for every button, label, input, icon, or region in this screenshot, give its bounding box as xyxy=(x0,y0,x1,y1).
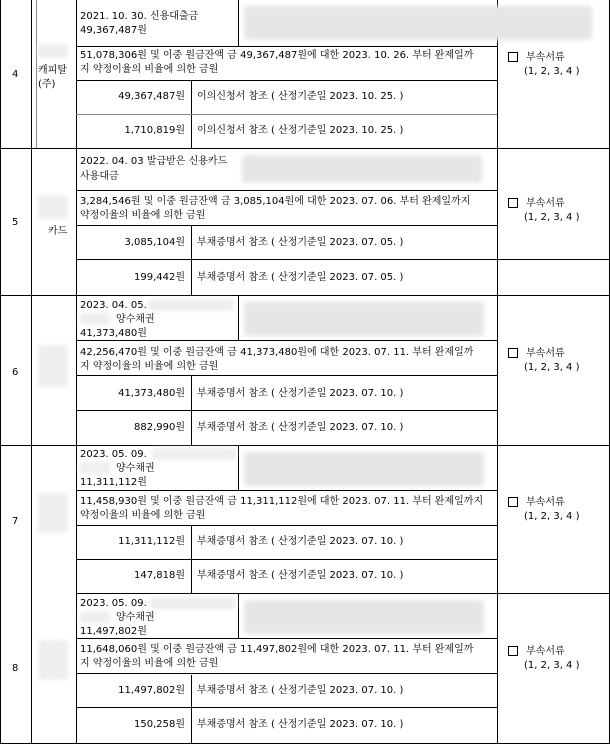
claim-note: 부채증명서 참조 ( 산정기준일 2023. 07. 05. ) xyxy=(197,272,404,283)
claim-date-type: 2023. 05. 09. xyxy=(80,598,147,609)
claim-detail-line: 42,256,470원 및 이중 원금잔액 금 41,373,480원에 대한 2023. 07. 11. 부터 완제일까 xyxy=(80,347,474,358)
claim-detail-line: 약정이율의 비율에 의한 금원 xyxy=(80,510,206,521)
attachment-label: 부속서류 xyxy=(526,52,565,63)
claim-principal: 49,367,487원 xyxy=(80,25,147,36)
attachment-checkbox[interactable] xyxy=(508,497,518,507)
row-number: 6 xyxy=(12,367,19,378)
claim-amount: 147,818원 xyxy=(133,570,185,581)
claim-note: 부채증명서 참조 ( 산정기준일 2023. 07. 05. ) xyxy=(197,237,404,248)
claim-note: 이의신청서 참조 ( 산정기준일 2023. 10. 25. ) xyxy=(197,125,404,136)
claim-detail-line: 약정이율의 비율에 의한 금원 xyxy=(80,210,206,221)
redacted-info xyxy=(244,302,484,336)
claim-date-type: 양수채권 xyxy=(116,612,155,623)
redacted-info xyxy=(80,462,110,474)
claim-note: 부채증명서 참조 ( 산정기준일 2023. 07. 10. ) xyxy=(197,570,404,581)
row-7-sub-line xyxy=(76,593,610,594)
row-8-sub-line xyxy=(76,673,497,674)
claim-detail-line: 11,648,060원 및 이중 원금잔액 금 11,497,802원에 대한 2023. 07. 11. 부터 완제일까 xyxy=(80,644,474,655)
row-4-sub-line xyxy=(76,80,497,81)
claim-date-type: 사용대금 xyxy=(80,171,119,182)
redacted-creditor xyxy=(38,44,68,58)
claim-note: 부채증명서 참조 ( 산정기준일 2023. 07. 10. ) xyxy=(197,685,404,696)
col-divider-attach xyxy=(497,0,498,744)
claim-detail-line: 지 약정이율의 비율에 의한 금원 xyxy=(80,64,219,75)
col-divider-no xyxy=(31,0,32,744)
redacted-info xyxy=(148,299,234,311)
date-col-divider xyxy=(238,594,239,638)
redacted-info xyxy=(80,313,110,325)
date-col-divider xyxy=(238,0,239,46)
row-5-sub-line xyxy=(76,225,497,226)
claim-detail-line: 51,078,306원 및 이중 원금잔액 금 49,367,487원에 대한 2023. 10. 26. 부터 완제일까 xyxy=(80,50,474,61)
claim-note: 부채증명서 참조 ( 산정기준일 2023. 07. 10. ) xyxy=(197,422,404,433)
claim-principal: 11,311,112원 xyxy=(80,477,147,488)
claim-detail-line: 지 약정이율의 비율에 의한 금원 xyxy=(80,658,219,669)
redacted-info xyxy=(152,448,236,460)
claim-amount: 11,311,112원 xyxy=(118,536,185,547)
attachment-checkbox[interactable] xyxy=(508,198,518,208)
claim-date-type: 양수채권 xyxy=(116,463,155,474)
claim-note: 이의신청서 참조 ( 산정기준일 2023. 10. 25. ) xyxy=(197,91,404,102)
redacted-info xyxy=(244,452,484,486)
claim-amount: 3,085,104원 xyxy=(124,237,185,248)
attachment-label: 부속서류 xyxy=(526,497,565,508)
claim-principal: 11,497,802원 xyxy=(80,626,147,637)
attachment-checkbox[interactable] xyxy=(508,646,518,656)
redacted-creditor xyxy=(38,640,68,680)
amount-col-divider xyxy=(191,225,192,295)
claim-amount: 882,990원 xyxy=(133,422,185,433)
redacted-creditor xyxy=(38,345,68,387)
row-separator xyxy=(0,148,610,149)
claim-note: 부채증명서 참조 ( 산정기준일 2023. 07. 10. ) xyxy=(197,719,404,730)
row-7-sub-line xyxy=(76,490,497,491)
redacted-info xyxy=(244,600,484,634)
row-5-sub-line xyxy=(76,190,497,191)
row-8-sub-line xyxy=(76,638,497,639)
redacted-info xyxy=(80,611,110,623)
date-col-divider xyxy=(238,446,239,490)
row-5-sub-line xyxy=(76,259,610,260)
claim-principal: 41,373,480원 xyxy=(80,328,147,339)
claim-date-type: 2023. 05. 09. xyxy=(80,449,147,460)
claim-date-type: 2023. 04. 05. xyxy=(80,300,147,311)
claim-amount: 199,442원 xyxy=(133,272,185,283)
attachment-numbers: (1, 2, 3, 4 ) xyxy=(524,362,580,373)
attachment-numbers: (1, 2, 3, 4 ) xyxy=(524,212,580,223)
creditor-inner-line xyxy=(36,0,37,148)
row-6-sub-line xyxy=(76,375,497,376)
attachment-label: 부속서류 xyxy=(526,646,565,657)
row-7-sub-line xyxy=(76,525,497,526)
attachment-numbers: (1, 2, 3, 4 ) xyxy=(524,660,580,671)
redacted-creditor xyxy=(38,493,68,533)
claim-date-type: 양수채권 xyxy=(116,314,155,325)
claim-amount: 49,367,487원 xyxy=(118,91,185,102)
row-4-sub-line xyxy=(76,46,497,47)
creditor-name: 카드 xyxy=(48,226,68,237)
attachment-label: 부속서류 xyxy=(526,348,565,359)
attachment-numbers: (1, 2, 3, 4 ) xyxy=(524,66,580,77)
creditor-name: 캐피탈 (주) xyxy=(38,65,67,90)
table-border-left xyxy=(0,0,1,744)
redacted-info xyxy=(242,155,482,183)
row-separator xyxy=(0,295,610,296)
row-number: 7 xyxy=(12,516,19,527)
row-6-sub-line xyxy=(76,340,497,341)
attachment-label: 부속서류 xyxy=(526,198,565,209)
redacted-info xyxy=(150,597,236,609)
row-4-sub-line xyxy=(76,114,497,115)
claim-note: 부채증명서 참조 ( 산정기준일 2023. 07. 10. ) xyxy=(197,388,404,399)
claim-detail-line: 11,458,930원 및 이중 원금잔액 금 11,311,112원에 대한 2023. 07. 11. 부터 완제일까지 xyxy=(80,496,484,507)
redacted-info xyxy=(244,6,592,40)
row-number: 4 xyxy=(12,69,19,80)
date-col-divider xyxy=(238,296,239,340)
row-6-sub-line xyxy=(76,410,497,411)
claim-detail-line: 지 약정이율의 비율에 의한 금원 xyxy=(80,361,219,372)
claim-note: 부채증명서 참조 ( 산정기준일 2023. 07. 10. ) xyxy=(197,536,404,547)
claim-amount: 11,497,802원 xyxy=(118,685,185,696)
row-8-sub-line xyxy=(76,707,497,708)
amount-col-divider xyxy=(191,675,192,744)
row-separator xyxy=(0,445,610,446)
claim-amount: 150,258원 xyxy=(133,719,185,730)
row-7-sub-line xyxy=(76,559,497,560)
claim-date-type: 2021. 10. 30. 신용대출금 xyxy=(80,11,199,22)
claim-amount: 41,373,480원 xyxy=(118,388,185,399)
claim-detail-line: 3,284,546원 및 이중 원금잔액 금 3,085,104원에 대한 2023. 07. 06. 부터 완제일까지 xyxy=(80,196,471,207)
redacted-creditor xyxy=(38,195,68,219)
attachment-checkbox[interactable] xyxy=(508,52,518,62)
attachment-numbers: (1, 2, 3, 4 ) xyxy=(524,511,580,522)
claim-date-type: 2022. 04. 03 발급받은 신용카드 xyxy=(80,156,228,167)
row-number: 8 xyxy=(12,663,19,674)
attachment-checkbox[interactable] xyxy=(508,348,518,358)
col-divider-creditor xyxy=(76,0,77,744)
row-number: 5 xyxy=(12,217,19,228)
claim-amount: 1,710,819원 xyxy=(124,125,185,136)
